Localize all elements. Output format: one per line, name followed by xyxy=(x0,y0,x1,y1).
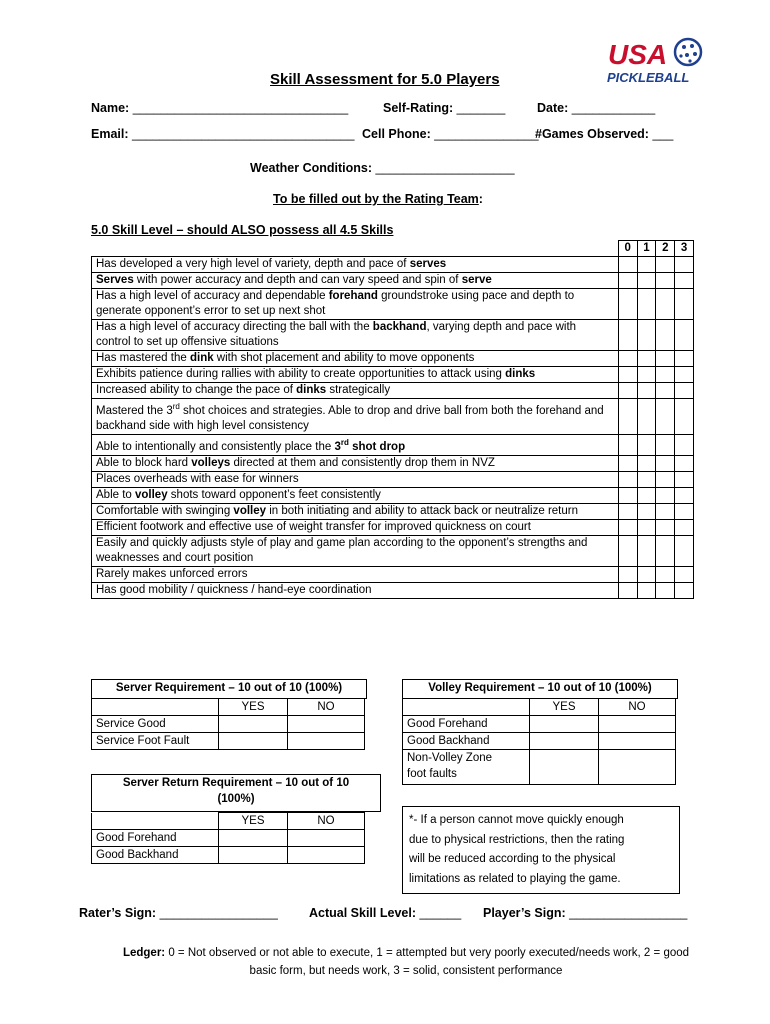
score-cell-1[interactable] xyxy=(637,582,656,598)
score-cell-2[interactable] xyxy=(656,455,675,471)
note-line: will be reduced according to the physical xyxy=(409,853,616,865)
skill-text-segment: 3 xyxy=(334,440,341,453)
server-no-cell[interactable] xyxy=(288,733,365,750)
score-cell-1[interactable] xyxy=(637,289,656,320)
score-cell-3[interactable] xyxy=(675,399,694,435)
score-cell-3[interactable] xyxy=(675,566,694,582)
skill-text-segment: serve xyxy=(461,274,492,286)
actual-skill-level-label: Actual Skill Level: xyxy=(309,906,416,920)
skill-row xyxy=(92,289,694,320)
skill-description xyxy=(92,399,619,435)
skill-text-segment: strategically xyxy=(326,384,391,396)
score-cell-3[interactable] xyxy=(675,320,694,351)
return-row-label: Good Forehand xyxy=(92,830,219,847)
server-return-title-line1: Server Return Requirement – 10 out of 10 xyxy=(122,777,350,789)
score-cell-2[interactable] xyxy=(656,487,675,503)
score-cell-0[interactable] xyxy=(618,471,637,487)
score-cell-2[interactable] xyxy=(656,351,675,367)
skills-table xyxy=(91,240,694,599)
server-yes-header: YES xyxy=(219,699,288,716)
score-cell-2[interactable] xyxy=(656,535,675,566)
volley-yes-cell[interactable] xyxy=(530,716,599,733)
player-sign-field[interactable] xyxy=(483,906,687,920)
score-cell-2[interactable] xyxy=(656,367,675,383)
score-cell-1[interactable] xyxy=(637,367,656,383)
skill-text-segment: dinks xyxy=(296,384,327,396)
score-cell-0[interactable] xyxy=(618,535,637,566)
skill-row xyxy=(92,351,694,367)
score-cell-3[interactable] xyxy=(675,273,694,289)
weather-field[interactable] xyxy=(250,161,515,175)
player-sign-blank[interactable]: _________________ xyxy=(569,906,688,920)
skill-text-segment: shot choices and strategies. Able to drop and drive ball from both the forehand and backhand side with high level consistency xyxy=(96,404,604,432)
skill-text-segment: , varying depth and pace with control to set up offensive situations xyxy=(96,321,577,348)
score-cell-3[interactable] xyxy=(675,487,694,503)
score-cell-0[interactable] xyxy=(618,434,637,455)
skill-text-segment: Has mastered the xyxy=(96,352,190,364)
logo-pickleball-text: PICKLEBALL xyxy=(607,70,690,85)
skill-row xyxy=(92,320,694,351)
name-label: Name: xyxy=(91,101,130,115)
skill-row xyxy=(92,582,694,598)
cell-phone-field[interactable] xyxy=(362,127,539,141)
score-cell-2[interactable] xyxy=(656,434,675,455)
note-line: *- If a person cannot move quickly enough xyxy=(409,814,624,826)
ledger-line1 xyxy=(86,944,726,962)
skill-text-segment: volley xyxy=(135,488,168,501)
skill-description xyxy=(92,455,619,471)
skill-text-segment: with power accuracy and depth and can vary speed and spin of xyxy=(133,274,462,286)
score-cell-3[interactable] xyxy=(675,367,694,383)
score-cell-1[interactable] xyxy=(637,503,656,519)
games-observed-blank[interactable]: ___ xyxy=(652,127,674,141)
score-cell-2[interactable] xyxy=(656,503,675,519)
score-header-row xyxy=(92,241,694,257)
ledger-text-1: 0 = Not observed or not able to execute, 1 = attempted but very poorly executed/needs work, 2 = good xyxy=(165,947,690,959)
score-header-2: 2 xyxy=(656,241,675,257)
rating-team-heading xyxy=(273,192,483,206)
volley-yes-header: YES xyxy=(530,699,599,716)
server-row-label: Service Good xyxy=(92,716,219,733)
skill-row xyxy=(92,487,694,503)
score-cell-3[interactable] xyxy=(675,351,694,367)
score-cell-1[interactable] xyxy=(637,434,656,455)
skill-row xyxy=(92,383,694,399)
ledger xyxy=(86,944,726,980)
volley-no-cell[interactable] xyxy=(599,716,676,733)
volley-nvz-line1: Non-Volley Zone xyxy=(407,752,493,764)
skill-text-segment: Rarely makes unforced errors xyxy=(96,567,248,580)
server-return-title-line2: (100%) xyxy=(217,793,255,805)
volley-yes-cell[interactable] xyxy=(530,750,599,785)
rating-team-text: To be filled out by the Rating Team xyxy=(273,192,479,206)
skill-text-segment: Exhibits patience during rallies with ability to create opportunities to attack using xyxy=(96,368,506,380)
return-yes-cell[interactable] xyxy=(219,830,288,847)
skill-text-segment: with shot placement and ability to move opponents xyxy=(213,352,475,364)
email-field[interactable] xyxy=(91,127,354,141)
server-yes-cell[interactable] xyxy=(219,733,288,750)
skill-description xyxy=(92,257,619,273)
skill-row xyxy=(92,519,694,535)
skill-description xyxy=(92,351,619,367)
skill-description xyxy=(92,320,619,351)
skill-text-segment: volley xyxy=(233,504,267,517)
email-label: Email: xyxy=(91,127,129,141)
skill-text-segment: in both initiating and ability to attack back or neutralize return xyxy=(266,504,578,517)
rater-sign-field[interactable] xyxy=(79,906,278,920)
return-yes-cell[interactable] xyxy=(219,847,288,864)
skill-text-segment: shot drop xyxy=(348,440,406,453)
cell-phone-label: Cell Phone: xyxy=(362,127,431,141)
score-cell-0[interactable] xyxy=(618,383,637,399)
skill-row xyxy=(92,535,694,566)
skill-row xyxy=(92,471,694,487)
actual-skill-level-field[interactable] xyxy=(309,906,461,920)
server-no-header: NO xyxy=(288,699,365,716)
score-cell-0[interactable] xyxy=(618,367,637,383)
volley-nvz-line2: foot faults xyxy=(407,768,457,780)
name-blank[interactable]: _______________________________ xyxy=(132,101,349,115)
skill-row xyxy=(92,367,694,383)
skill-row xyxy=(92,503,694,519)
server-row-label: Service Foot Fault xyxy=(92,733,219,750)
volley-requirement-title: Volley Requirement – 10 out of 10 (100%) xyxy=(402,679,678,699)
score-cell-3[interactable] xyxy=(675,471,694,487)
skill-description xyxy=(92,535,619,566)
skill-description xyxy=(92,487,619,503)
score-cell-3[interactable] xyxy=(675,455,694,471)
rater-sign-label: Rater’s Sign: xyxy=(79,906,157,920)
weather-label: Weather Conditions: xyxy=(250,161,372,175)
rating-team-colon: : xyxy=(478,192,483,206)
server-return-requirement-title xyxy=(91,774,381,812)
score-cell-0[interactable] xyxy=(618,399,637,435)
score-cell-1[interactable] xyxy=(637,383,656,399)
skill-row xyxy=(92,566,694,582)
score-cell-2[interactable] xyxy=(656,471,675,487)
self-rating-field[interactable] xyxy=(383,101,505,115)
skill-text-segment: Has a high level of accuracy and dependable xyxy=(96,290,329,302)
skill-text-segment: Efficient footwork and effective use of weight transfer for improved quickness on court xyxy=(96,520,531,533)
return-row-label: Good Backhand xyxy=(92,847,219,864)
skill-text-segment: dink xyxy=(189,352,214,364)
skill-text-segment: volleys xyxy=(191,456,231,469)
score-cell-3[interactable] xyxy=(675,383,694,399)
score-header-1: 1 xyxy=(637,241,656,257)
skill-text-segment: Able to xyxy=(96,488,135,501)
skill-text-segment: Easily and quickly adjusts style of play and game plan according to the opponent’s strengths and weaknesses and court position xyxy=(96,536,588,564)
score-cell-1[interactable] xyxy=(637,487,656,503)
skill-text-segment: directed at them and consistently drop them in NVZ xyxy=(230,456,495,469)
score-cell-0[interactable] xyxy=(618,582,637,598)
score-cell-1[interactable] xyxy=(637,471,656,487)
score-cell-2[interactable] xyxy=(656,383,675,399)
skill-description xyxy=(92,383,619,399)
volley-no-cell[interactable] xyxy=(599,750,676,785)
skill-text-segment: forehand xyxy=(328,290,378,302)
return-no-cell[interactable] xyxy=(288,847,365,864)
skill-text-segment: Increased ability to change the pace of xyxy=(96,384,297,396)
score-cell-1[interactable] xyxy=(637,320,656,351)
ledger-line2: basic form, but needs work, 3 = solid, consistent performance xyxy=(249,965,563,977)
self-rating-label: Self-Rating: xyxy=(383,101,454,115)
score-cell-2[interactable] xyxy=(656,257,675,273)
score-cell-1[interactable] xyxy=(637,351,656,367)
score-cell-0[interactable] xyxy=(618,519,637,535)
skill-text-segment: serves xyxy=(409,258,447,270)
score-cell-3[interactable] xyxy=(675,503,694,519)
email-blank[interactable]: ________________________________ xyxy=(132,127,355,141)
score-cell-0[interactable] xyxy=(618,273,637,289)
skill-text-segment: Serves xyxy=(96,274,134,286)
skill-text-segment: shots toward opponent’s feet consistently xyxy=(167,488,381,501)
volley-row-label xyxy=(403,750,530,785)
score-cell-0[interactable] xyxy=(618,566,637,582)
score-cell-1[interactable] xyxy=(637,535,656,566)
header-spacer xyxy=(92,241,619,257)
note-line: due to physical restrictions, then the rating xyxy=(409,833,625,846)
date-field[interactable] xyxy=(537,101,655,115)
section-heading: 5.0 Skill Level – should ALSO possess all 4.5 Skills xyxy=(91,223,394,237)
skill-description xyxy=(92,434,619,455)
score-header-3: 3 xyxy=(675,241,694,257)
server-no-cell[interactable] xyxy=(288,716,365,733)
weather-blank[interactable]: ____________________ xyxy=(375,161,515,175)
skill-description xyxy=(92,289,619,320)
score-cell-3[interactable] xyxy=(675,519,694,535)
score-cell-3[interactable] xyxy=(675,535,694,566)
score-cell-0[interactable] xyxy=(618,487,637,503)
volley-yes-cell[interactable] xyxy=(530,733,599,750)
return-no-cell[interactable] xyxy=(288,830,365,847)
score-cell-2[interactable] xyxy=(656,582,675,598)
skill-description xyxy=(92,273,619,289)
note-line: limitations as related to playing the game. xyxy=(409,872,621,885)
score-cell-2[interactable] xyxy=(656,566,675,582)
skill-description xyxy=(92,367,619,383)
score-cell-0[interactable] xyxy=(618,257,637,273)
volley-requirement-table xyxy=(402,698,676,785)
rater-sign-blank[interactable]: _________________ xyxy=(159,906,278,920)
self-rating-blank[interactable]: _______ xyxy=(456,101,506,115)
score-cell-2[interactable] xyxy=(656,320,675,351)
server-return-requirement-table xyxy=(91,812,365,864)
return-no-header: NO xyxy=(288,813,365,830)
cell-phone-blank[interactable]: _______________ xyxy=(434,127,539,141)
score-cell-2[interactable] xyxy=(656,519,675,535)
skill-description xyxy=(92,582,619,598)
skill-text-segment: Has good mobility / quickness / hand-eye coordination xyxy=(96,583,372,596)
score-cell-0[interactable] xyxy=(618,503,637,519)
score-cell-3[interactable] xyxy=(675,257,694,273)
ledger-label: Ledger: xyxy=(122,947,166,959)
volley-row-label: Good Forehand xyxy=(403,716,530,733)
skill-row xyxy=(92,455,694,471)
actual-skill-level-blank[interactable]: ______ xyxy=(419,906,462,920)
score-cell-3[interactable] xyxy=(675,582,694,598)
skill-row xyxy=(92,434,694,455)
score-cell-1[interactable] xyxy=(637,273,656,289)
skill-description xyxy=(92,519,619,535)
skill-text-segment: Comfortable with swinging xyxy=(96,504,234,517)
date-blank[interactable]: ____________ xyxy=(571,101,656,115)
skill-text-segment: dinks xyxy=(505,368,536,380)
logo-usa-text: USA xyxy=(608,39,668,70)
return-yes-header: YES xyxy=(219,813,288,830)
skill-text-segment: Mastered the 3 xyxy=(96,404,173,417)
skill-text-segment: Has a high level of accuracy directing the ball with the xyxy=(96,321,373,333)
skill-row xyxy=(92,273,694,289)
server-requirement-table xyxy=(91,698,365,750)
skill-text-segment: groundstroke using pace and depth to generate opponent’s error to set up next shot xyxy=(96,290,575,317)
skill-text-segment: Places overheads with ease for winners xyxy=(96,472,299,485)
score-cell-1[interactable] xyxy=(637,566,656,582)
server-requirement-title: Server Requirement – 10 out of 10 (100%) xyxy=(91,679,367,699)
skill-text-segment: rd xyxy=(340,437,349,447)
score-cell-0[interactable] xyxy=(618,455,637,471)
score-cell-1[interactable] xyxy=(637,399,656,435)
skill-text-segment: Able to intentionally and consistently place the xyxy=(96,440,335,453)
volley-no-header: NO xyxy=(599,699,676,716)
date-label: Date: xyxy=(537,101,569,115)
skill-text-segment: Has developed a very high level of variety, depth and pace of xyxy=(96,258,410,270)
skill-description xyxy=(92,503,619,519)
skill-text-segment: Able to block hard xyxy=(96,456,192,469)
score-cell-2[interactable] xyxy=(656,273,675,289)
page-title: Skill Assessment for 5.0 Players xyxy=(270,71,500,88)
games-observed-field[interactable] xyxy=(535,127,673,141)
score-cell-1[interactable] xyxy=(637,455,656,471)
skill-description xyxy=(92,566,619,582)
server-yes-cell[interactable] xyxy=(219,716,288,733)
volley-row-label: Good Backhand xyxy=(403,733,530,750)
skill-description xyxy=(92,471,619,487)
score-header-0: 0 xyxy=(618,241,637,257)
score-cell-3[interactable] xyxy=(675,289,694,320)
skill-text-segment: rd xyxy=(172,402,180,411)
physical-restriction-note xyxy=(402,806,680,894)
score-cell-2[interactable] xyxy=(656,289,675,320)
name-field[interactable] xyxy=(91,101,348,115)
score-cell-0[interactable] xyxy=(618,320,637,351)
score-cell-0[interactable] xyxy=(618,351,637,367)
score-cell-1[interactable] xyxy=(637,257,656,273)
player-sign-label: Player’s Sign: xyxy=(483,906,566,920)
score-cell-0[interactable] xyxy=(618,289,637,320)
score-cell-3[interactable] xyxy=(675,434,694,455)
skill-row xyxy=(92,399,694,435)
volley-no-cell[interactable] xyxy=(599,733,676,750)
skill-row xyxy=(92,257,694,273)
skill-text-segment: backhand xyxy=(372,321,427,333)
score-cell-1[interactable] xyxy=(637,519,656,535)
games-observed-label: #Games Observed: xyxy=(535,127,649,141)
score-cell-2[interactable] xyxy=(656,399,675,435)
usa-pickleball-logo xyxy=(606,36,706,88)
